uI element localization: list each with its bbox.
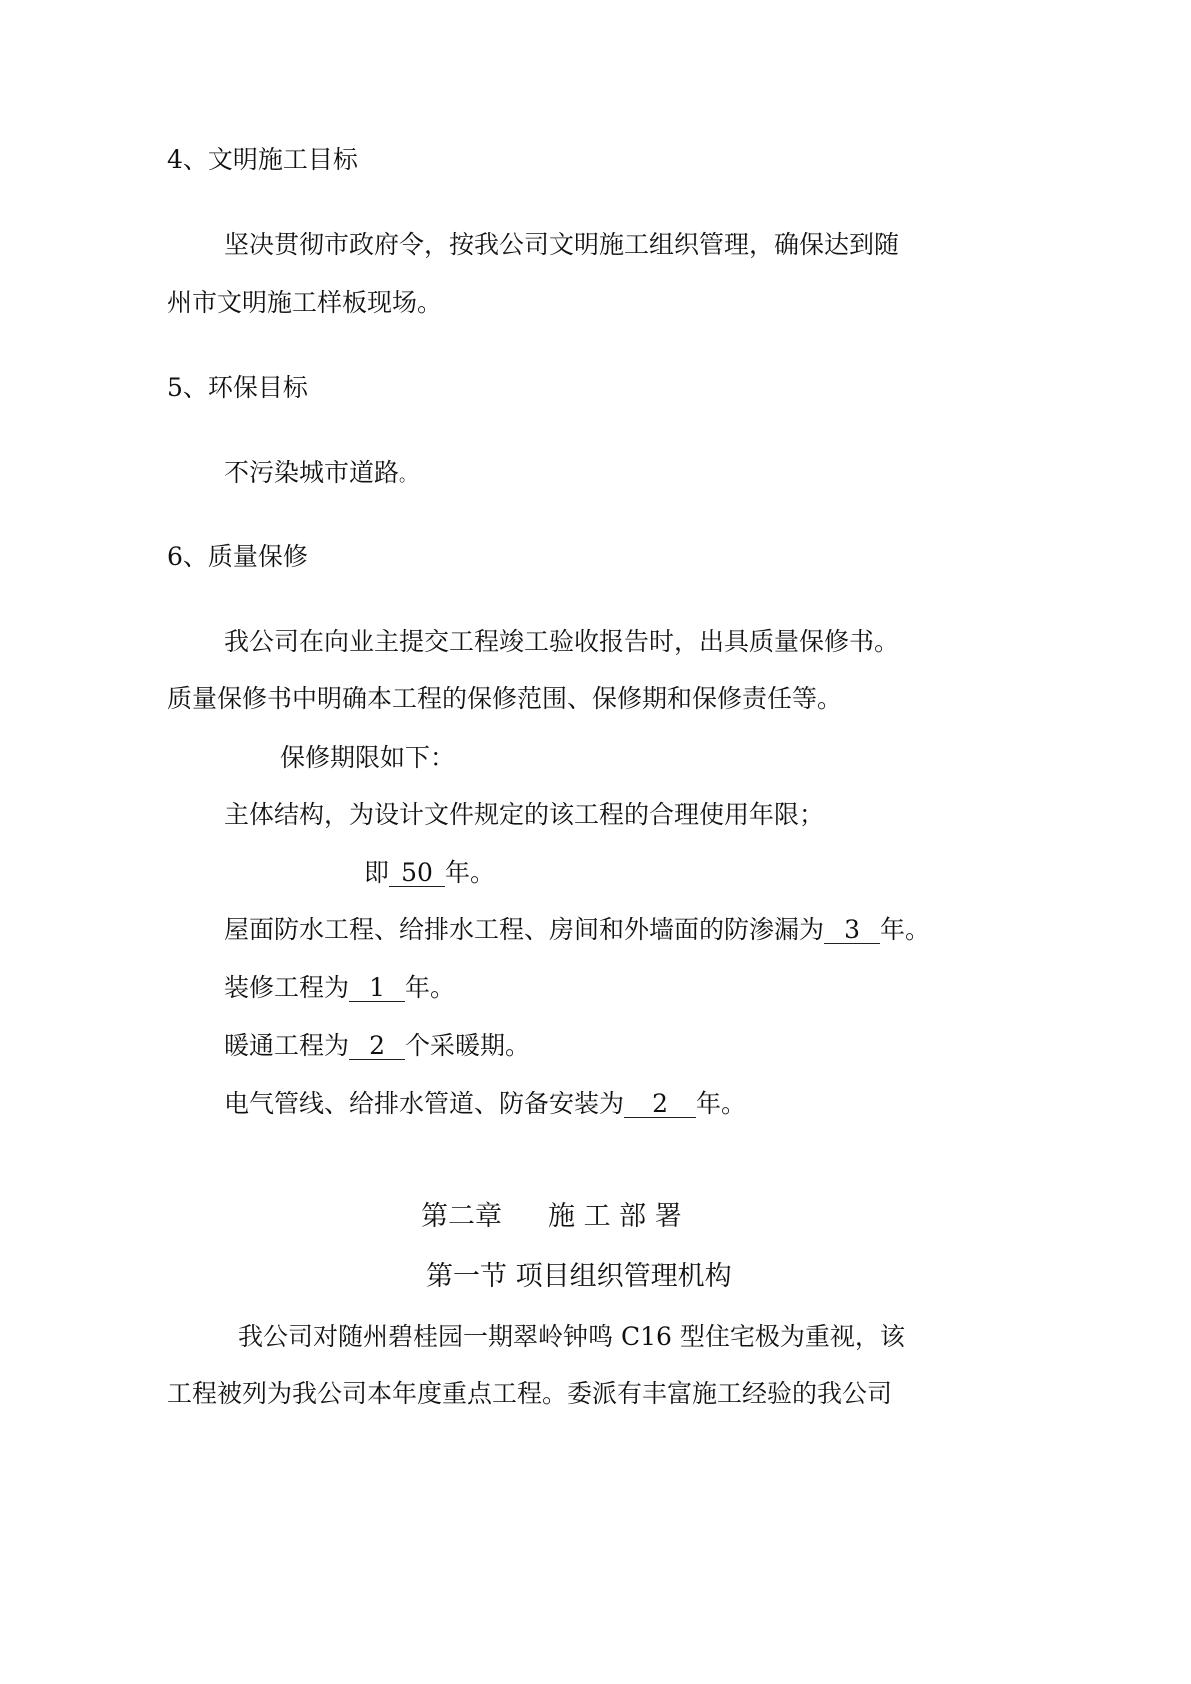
warranty-paragraph-line-1: 我公司在向业主提交工程竣工验收报告时，出具质量保修书。 <box>224 627 900 656</box>
warranty-decoration-line <box>224 972 455 1004</box>
warranty-roof-line <box>224 914 930 946</box>
hvac-prefix: 暖通工程为 <box>224 1031 350 1060</box>
roof-prefix: 屋面防水工程、给排水工程、房间和外墙面的防渗漏为 <box>224 915 825 944</box>
section-title: 第一节 项目组织管理机构 <box>426 1261 732 1292</box>
environment-paragraph <box>224 457 416 492</box>
heading-environment: 5、环保目标 <box>167 373 308 402</box>
civil-paragraph-line-2: 州市文明施工样板现场。 <box>167 288 443 317</box>
electrical-prefix: 电气管线、给排水管道、防备安装为 <box>224 1089 625 1118</box>
structure-unit: 年。 <box>445 858 496 887</box>
hvac-unit: 个采暖期。 <box>405 1031 531 1060</box>
roof-unit: 年。 <box>880 915 931 944</box>
warranty-structure-line: 主体结构，为设计文件规定的该工程的合理使用年限； <box>224 800 825 829</box>
heading-civil-construction: 4、文明施工目标 <box>167 145 358 174</box>
decoration-prefix: 装修工程为 <box>224 973 350 1002</box>
chapter-title <box>421 1201 682 1233</box>
structure-years-value: 50 <box>389 860 445 887</box>
environment-text: 不污染城市道路 <box>224 458 400 487</box>
hvac-seasons-value: 2 <box>349 1033 405 1060</box>
roof-years-value: 3 <box>824 917 880 944</box>
decoration-years-value: 1 <box>349 975 405 1002</box>
civil-paragraph-line-1: 坚决贯彻市政府令，按我公司文明施工组织管理，确保达到随 <box>224 230 900 259</box>
chapter-paragraph-line-1: 我公司对随州碧桂园一期翠岭钟鸣 C16 型住宅极为重视，该 <box>238 1322 905 1351</box>
decoration-unit: 年。 <box>405 973 456 1002</box>
warranty-hvac-line <box>224 1030 530 1062</box>
environment-period: 。 <box>399 466 417 486</box>
electrical-years-value: 2 <box>624 1091 696 1118</box>
structure-prefix: 即 <box>364 858 390 887</box>
chapter-number: 第二章 <box>421 1201 502 1232</box>
warranty-structure-years-line <box>364 857 495 889</box>
warranty-electrical-line <box>224 1088 746 1120</box>
chapter-paragraph-line-2: 工程被列为我公司本年度重点工程。委派有丰富施工经验的我公司 <box>167 1379 893 1408</box>
heading-warranty: 6、质量保修 <box>167 542 308 571</box>
electrical-unit: 年。 <box>696 1089 747 1118</box>
warranty-period-intro: 保修期限如下： <box>280 743 456 772</box>
chapter-subtitle: 施 工 部 署 <box>548 1201 682 1232</box>
warranty-paragraph-line-2: 质量保修书中明确本工程的保修范围、保修期和保修责任等。 <box>167 684 843 713</box>
